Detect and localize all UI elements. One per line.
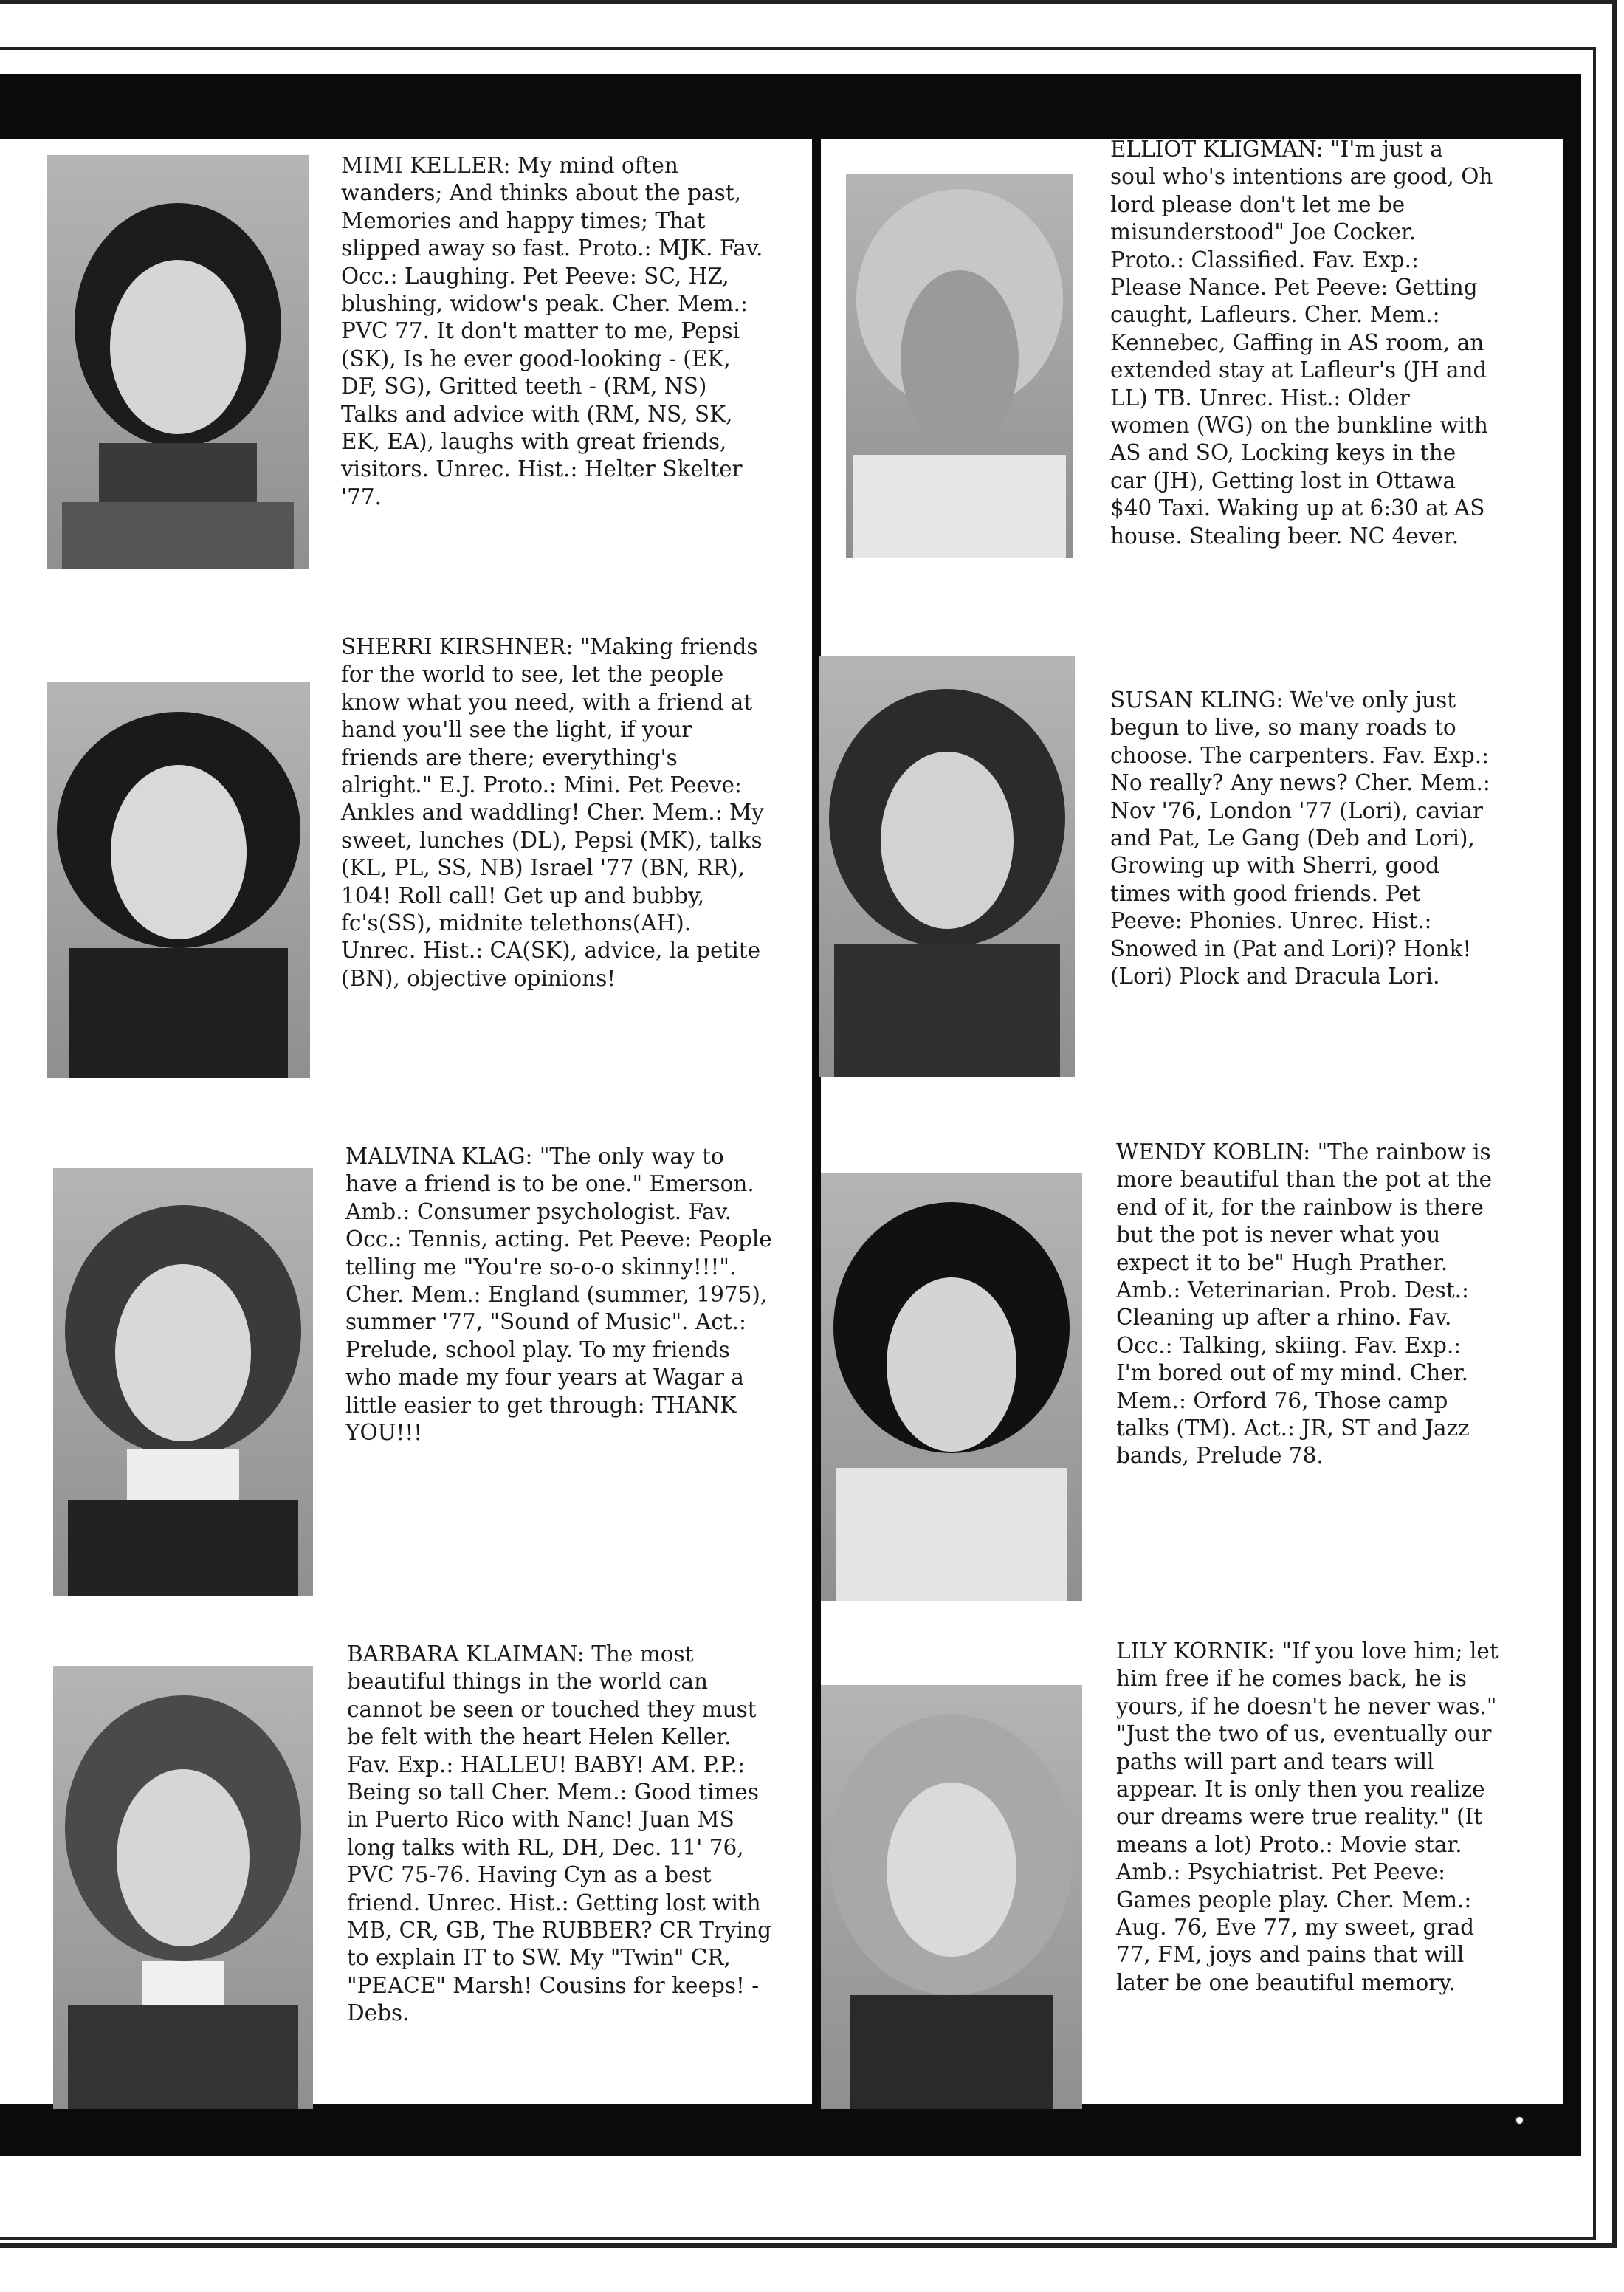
barbara-klaiman-portrait — [53, 1666, 313, 2109]
page-dot-mark — [1515, 2116, 1524, 2125]
susan-kling-bio: SUSAN KLING: We've only just begun to live, so many roads to choose. The carpenters. Fav. Exp.: No really? Any news? Cher. Mem.: Nov '76, London '77 (Lori), caviar and Pat, Le Gang (Deb and Lori), Growing up with Sherri, good times with good friends. Pet Peeve: Phonies. Unrec. Hist.: Snowed in (Pat and Lori)? Honk! (Lori) Plock and Dracula Lori. — [1110, 687, 1490, 989]
malvina-klag-portrait — [53, 1168, 313, 1596]
malvina-klag-bio: MALVINA KLAG: "The only way to have a friend is to be one." Emerson. Amb.: Consumer psychologist. Fav. Occ.: Tennis, acting. Pet Peeve: People telling me "You're so-o-o skinny!!!". Cher. Mem.: England (summer, 1975), summer '77, "Sound of Music". Act.: Prelude, school play. To my friends who made my four years at Wagar a little easier to get through: THANK YOU!!! — [345, 1144, 772, 1446]
mimi-keller-bio: MIMI KELLER: My mind often wanders; And thinks about the past, Memories and happy times; That slipped away so fast. Proto.: MJK. Fav. Occ.: Laughing. Pet Peeve: SC, HZ, blushing, widow's peak. Cher. Mem.: PVC 77. It don't matter to me, Pepsi (SK), Is he ever good-looking - (EK, DF, SG), Gritted teeth - (RM, NS) Talks and advice with (RM, NS, SK, EK, EA), laughs with great friends, visitors. Unrec. Hist.: Helter Skelter '77. — [341, 153, 763, 509]
elliot-kligman-bio: ELLIOT KLIGMAN: "I'm just a soul who's intentions are good, Oh lord please don't let me be misunderstood" Joe Cocker. Proto.: Classified. Fav. Exp.: Please Nance. Pet Peeve: Getting caught, Lafleurs. Cher. Mem.: Kennebec, Gaffing in AS room, an extended stay at Lafleur's (JH and LL) TB. Unrec. Hist.: Older women (WG) on the bunkline with AS and SO, Locking keys in the car (JH), Getting lost in Ottawa $40 Taxi. Waking up at 6:30 at AS house. Stealing beer. NC 4ever. — [1110, 137, 1493, 549]
lily-kornik-bio: LILY KORNIK: "If you love him; let him free if he comes back, he is yours, if he doesn't he never was." "Just the two of us, eventually our paths will part and tears will appear. It is only then you realize our dreams were true reality." (It means a lot) Proto.: Movie star. Amb.: Psychiatrist. Pet Peeve: Games people play. Cher. Mem.: Aug. 76, Eve 77, my sweet, grad 77, FM, joys and pains that will later be one beautiful memory. — [1116, 1639, 1499, 1995]
sherri-kirshner-bio: SHERRI KIRSHNER: "Making friends for the world to see, let the people know what you need, with a friend at hand you'll see the light, if your friends are there; everything's alright." E.J. Proto.: Mini. Pet Peeve: Ankles and waddling! Cher. Mem.: My sweet, lunches (DL), Pepsi (MK), talks (KL, PL, SS, NB) Israel '77 (BN, RR), 104! Roll call! Get up and bubby, fc's(SS), midnite telethons(AH). Unrec. Hist.: CA(SK), advice, la petite (BN), objective opinions! — [341, 634, 764, 991]
lily-kornik-portrait — [821, 1685, 1082, 2109]
elliot-kligman-portrait — [846, 174, 1073, 558]
wendy-koblin-bio: WENDY KOBLIN: "The rainbow is more beautiful than the pot at the end of it, for the rainbow is there but the pot is never what you expect it to be" Hugh Prather. Amb.: Veterinarian. Prob. Dest.: Cleaning up after a rhino. Fav. Occ.: Talking, skiing. Fav. Exp.: I'm bored out of my mind. Cher. Mem.: Orford 76, Those camp talks (TM). Act.: JR, ST and Jazz bands, Prelude 78. — [1116, 1139, 1493, 1469]
mimi-keller-portrait — [47, 155, 309, 569]
wendy-koblin-portrait — [821, 1173, 1082, 1601]
sherri-kirshner-portrait — [47, 682, 310, 1078]
susan-kling-portrait — [819, 656, 1075, 1077]
barbara-klaiman-bio: BARBARA KLAIMAN: The most beautiful things in the world can cannot be seen or touched they must be felt with the heart Helen Keller. Fav. Exp.: HALLEU! BABY! AM. P.P.: Being so tall Cher. Mem.: Good times in Puerto Rico with Nanc! Juan MS long talks with RL, DH, Dec. 11' 76, PVC 75-76. Having Cyn as a best friend. Unrec. Hist.: Getting lost with MB, CR, GB, The RUBBER? CR Trying to explain IT to SW. My "Twin" CR, "PEACE" Marsh! Cousins for keeps! - Debs. — [347, 1641, 771, 2026]
